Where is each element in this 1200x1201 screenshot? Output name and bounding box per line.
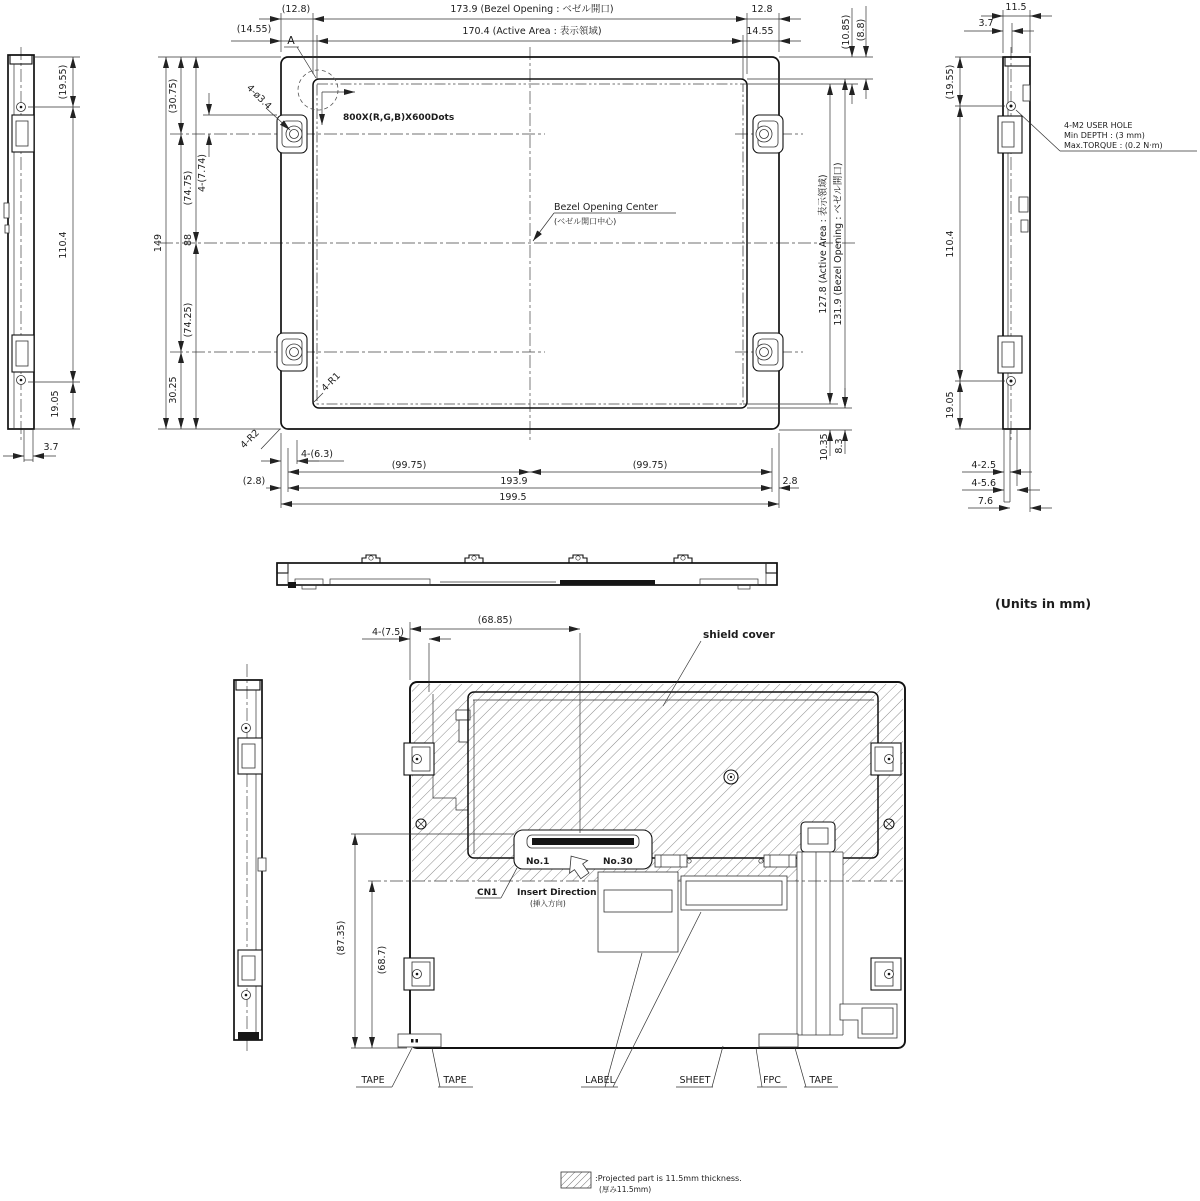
tape3-label: TAPE [809, 1075, 833, 1086]
r2-callout: 4-R2 [238, 427, 262, 451]
dim-193.9: 193.9 [500, 476, 528, 487]
dim-active-height: 127.8 (Active Area : 表示領域) [818, 174, 829, 314]
dim-8.8: (8.8) [856, 18, 867, 42]
dim-74.25: (74.25) [183, 302, 194, 338]
lower-left-side-view [234, 664, 266, 1052]
footer-legend [561, 1172, 742, 1194]
dim-99.75-right: (99.75) [632, 460, 668, 471]
insert-direction-label: Insert Direction [517, 888, 597, 898]
rv-dim-2.5: 4-2.5 [971, 460, 996, 471]
tape-left [398, 1034, 441, 1047]
footer-note-2: (厚み11.5mm) [599, 1185, 652, 1194]
dim-74.75: (74.75) [183, 170, 194, 206]
rr-dim-68.7: (68.7) [377, 945, 388, 975]
dim-2.8-right: 2.8 [782, 476, 798, 487]
fpc-sheet-area [797, 852, 843, 1035]
dim-14.55-right: 14.55 [746, 26, 774, 37]
dim-7.74: 4-(7.74) [197, 153, 208, 193]
cn1-label: CN1 [477, 888, 498, 898]
dim-14.55-left: (14.55) [236, 24, 272, 35]
hole-callout: 4-ø3.4 [244, 82, 274, 112]
tape-right [759, 1034, 798, 1047]
front-view [160, 34, 858, 454]
sheet-label: SHEET [679, 1075, 711, 1086]
insert-direction-label-jp: (挿入方向) [530, 899, 566, 908]
dim-2.8-left: (2.8) [242, 476, 266, 487]
dim-active-width: 170.4 (Active Area : 表示領域) [462, 26, 602, 37]
pin-no30-label: No.30 [603, 857, 633, 867]
r1-callout: 4-R1 [319, 370, 343, 394]
dim-10.85: (10.85) [841, 14, 852, 50]
tape2-label: TAPE [443, 1075, 467, 1086]
rv-dim-7.6: 7.6 [977, 496, 993, 507]
rv-dim-110.4: 110.4 [945, 230, 956, 258]
rv-dim-11.5: 11.5 [1005, 2, 1027, 13]
shield-cover-label: shield cover [703, 629, 775, 641]
fpc-label: FPC [763, 1075, 781, 1086]
lv-dim-3.7: 3.7 [43, 442, 59, 453]
rr-dim-7.5: 4-(7.5) [372, 627, 404, 638]
rv-dim-19.05: 19.05 [945, 391, 956, 419]
footer-note-1: :Projected part is 11.5mm thickness. [595, 1174, 742, 1183]
dim-8.3: 8.3 [834, 438, 845, 454]
dim-12.8-right: 12.8 [751, 4, 773, 15]
dim-6.3: 4-(6.3) [301, 449, 333, 460]
right-side-view [945, 2, 1197, 512]
pin-no1-label: No.1 [526, 857, 550, 867]
detail-a-label: A [287, 34, 295, 47]
left-side-view [3, 47, 80, 462]
detail-a-circle [298, 70, 338, 110]
lv-dim-19.55: (19.55) [58, 64, 69, 100]
dim-88: 88 [183, 233, 194, 247]
rr-dim-87.35: (87.35) [336, 920, 347, 956]
rv-dim-5.6: 4-5.6 [971, 478, 996, 489]
rear-view [336, 615, 905, 1087]
dim-bezel-width: 173.9 (Bezel Opening : ベゼル開口) [450, 4, 614, 15]
dim-99.75-left: (99.75) [391, 460, 427, 471]
dim-30.25: 30.25 [168, 376, 179, 404]
tape1-label: TAPE [361, 1075, 385, 1086]
bezel-center-label: Bezel Opening Center [554, 202, 658, 213]
lv-dim-110.4: 110.4 [58, 231, 69, 259]
user-hole-note-3: Max.TORQUE : (0.2 N·m) [1064, 141, 1163, 150]
bezel-center-label-jp: (ベゼル開口中心) [554, 217, 617, 226]
bottom-strip-view [277, 555, 777, 589]
user-hole-note-1: 4-M2 USER HOLE [1064, 121, 1133, 130]
hatch-legend-swatch [561, 1172, 591, 1188]
resolution-label: 800X(R,G,B)X600Dots [343, 113, 455, 123]
dim-199.5: 199.5 [499, 492, 527, 503]
lv-dim-19.05: 19.05 [50, 390, 61, 418]
dim-10.35: 10.35 [819, 433, 830, 461]
rr-dim-68.85: (68.85) [477, 615, 513, 626]
dim-12.8-left: (12.8) [281, 4, 311, 15]
user-hole-note-2: Min DEPTH : (3 mm) [1064, 131, 1145, 140]
rv-dim-3.7: 3.7 [978, 18, 994, 29]
units-note: (Units in mm) [995, 596, 1092, 611]
dim-149: 149 [153, 233, 164, 253]
strip-screw-bosses [362, 555, 692, 563]
label-label: LABEL [585, 1075, 615, 1086]
dim-bezel-height: 131.9 (Bezel Opening : ベゼル開口) [833, 162, 844, 326]
rear-bottom-callouts [356, 912, 838, 1087]
rv-dim-19.55: (19.55) [945, 64, 956, 100]
dim-30.75: (30.75) [168, 78, 179, 114]
